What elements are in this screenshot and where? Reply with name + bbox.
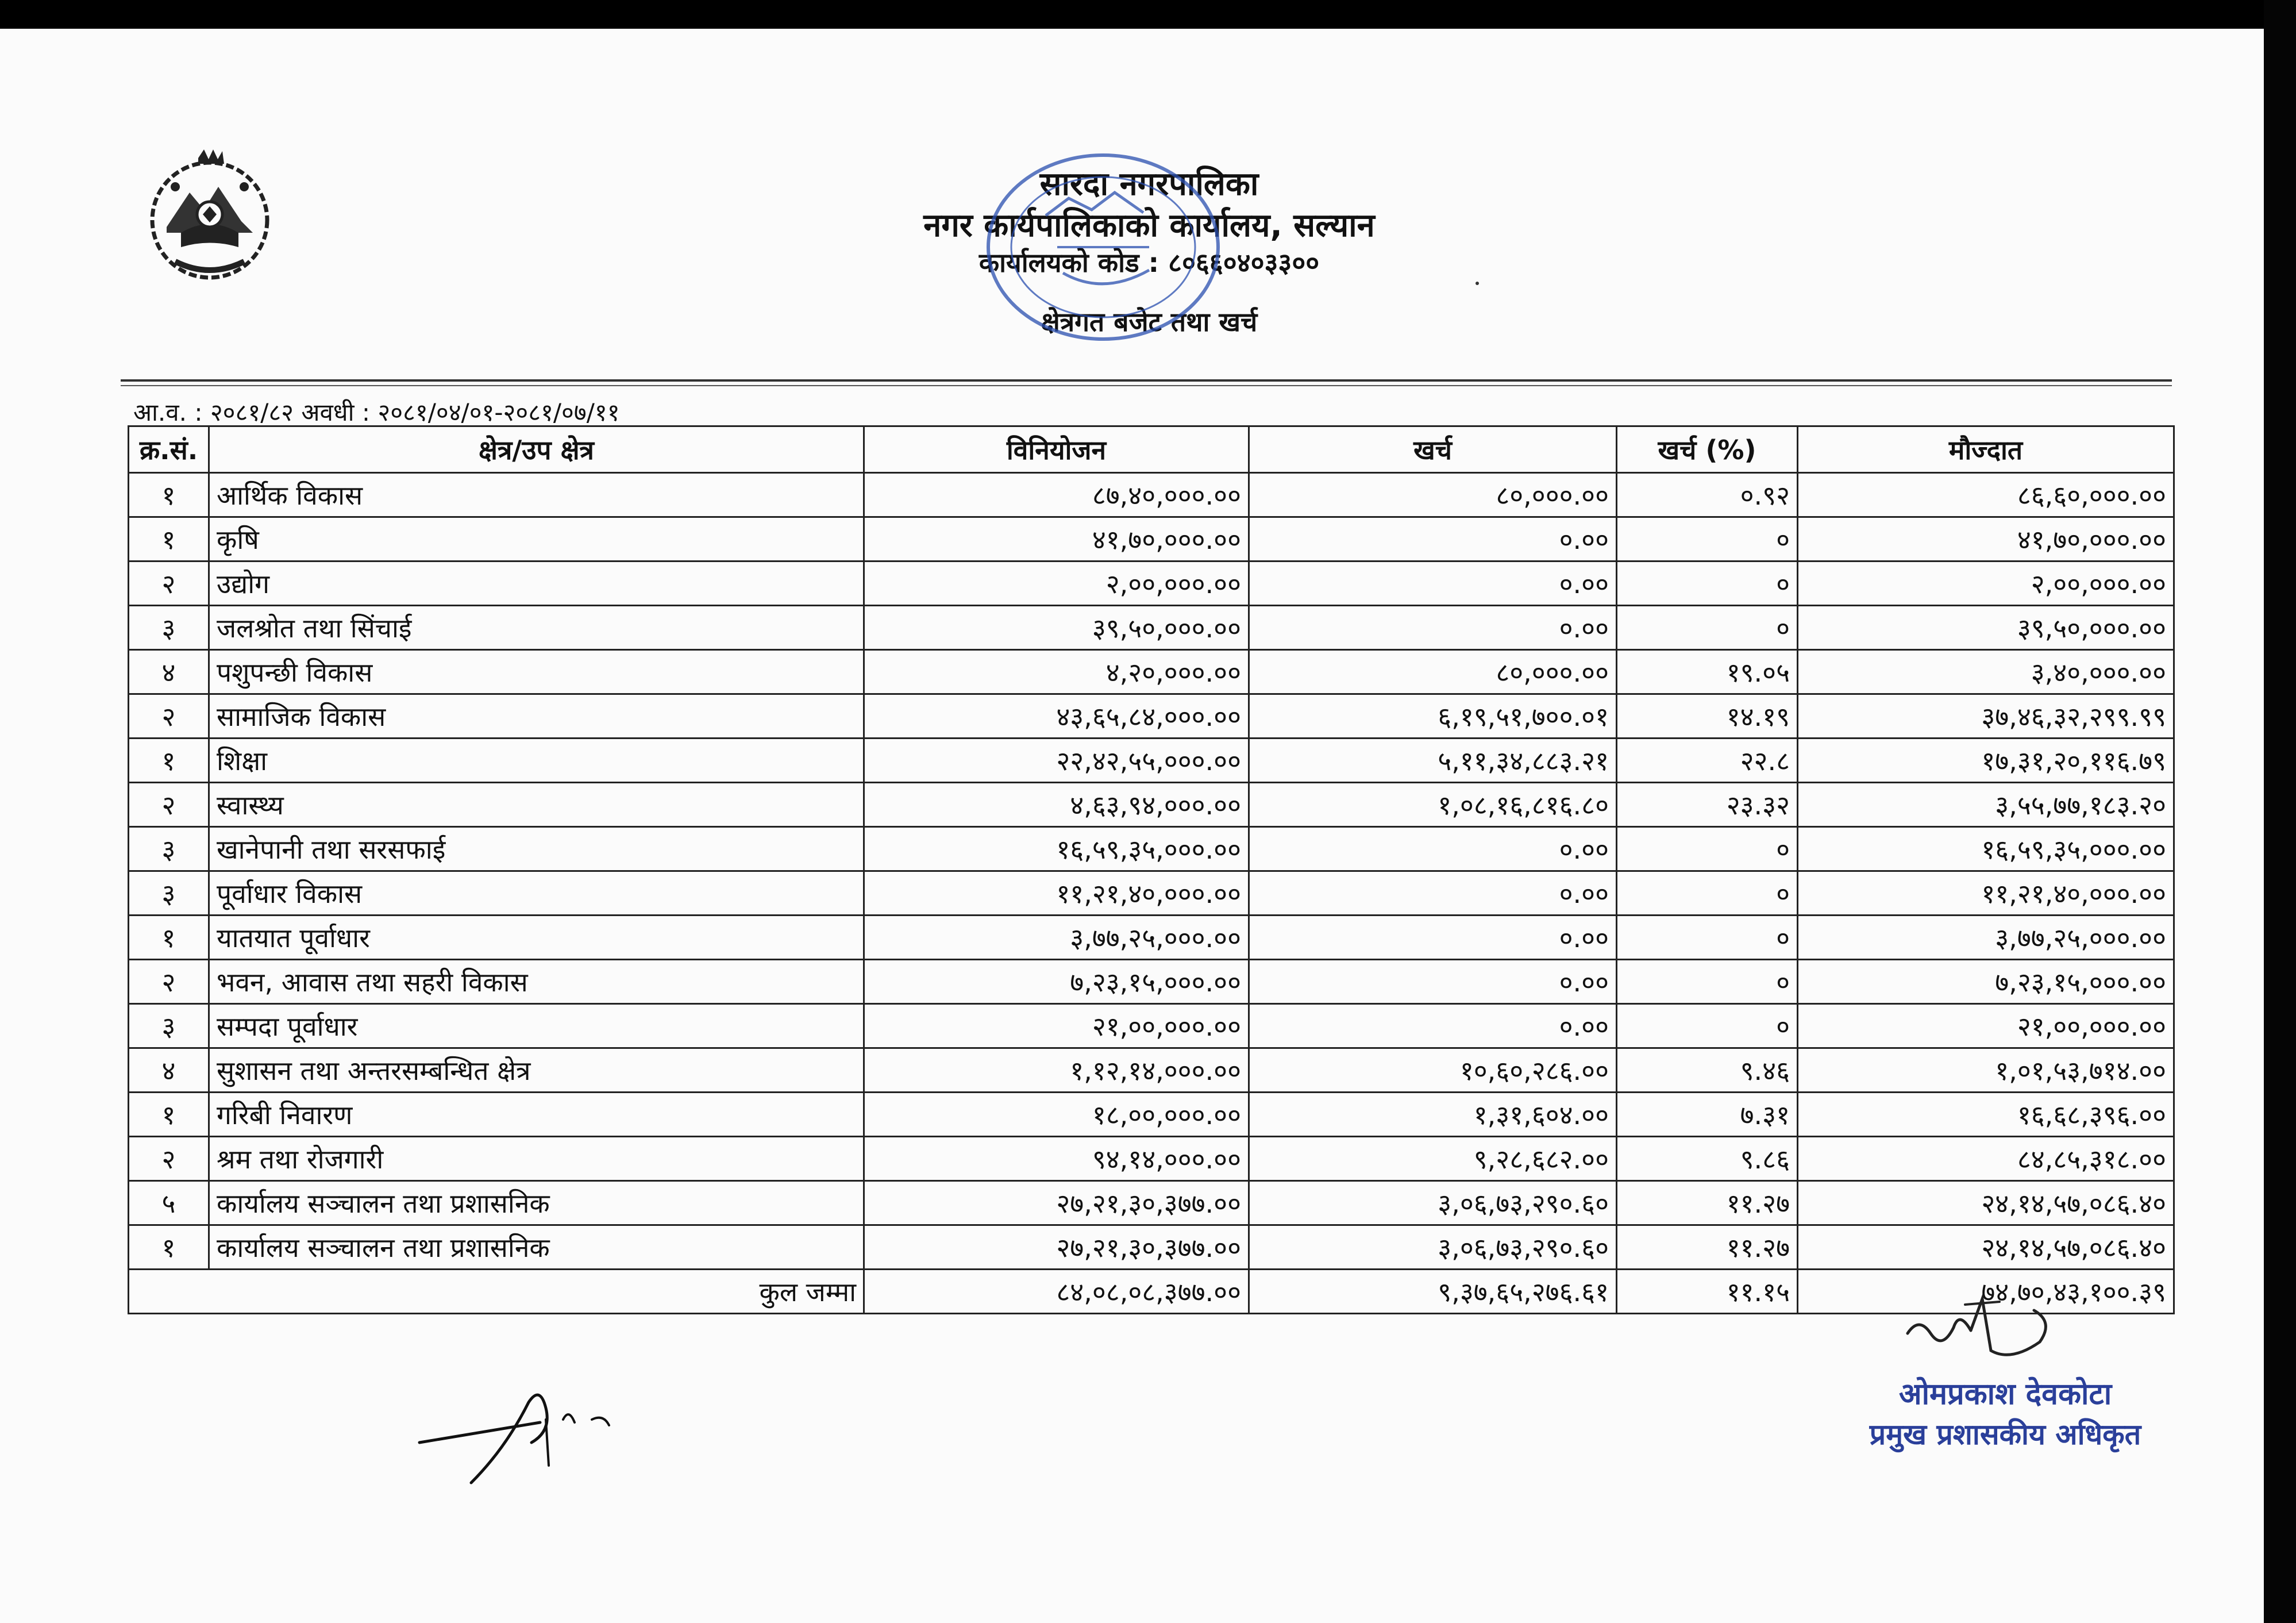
cell-serial: १ <box>129 517 209 561</box>
fiscal-period: आ.व. : २०८१/८२ अवधी : २०८१/०४/०१-२०८१/०७/११ <box>133 398 620 426</box>
cell-sector: पशुपन्छी विकास <box>209 650 864 694</box>
cell-sector: कार्यालय सञ्चालन तथा प्रशासनिक <box>209 1225 864 1270</box>
report-subtitle: क्षेत्रगत बजेट तथा खर्च <box>1041 306 1258 337</box>
cell-percent: ० <box>1617 606 1798 650</box>
cell-expense: ८०,०००.०० <box>1249 473 1617 517</box>
signatory-title: प्रमुख प्रशासकीय अधिकृत <box>1869 1418 2141 1451</box>
cell-percent: २२.८ <box>1617 739 1798 783</box>
cell-balance: ४१,७०,०००.०० <box>1798 517 2174 561</box>
cell-balance: ३,४०,०००.०० <box>1798 650 2174 694</box>
table-row <box>129 1093 2174 1137</box>
header-serial: क्र.सं. <box>129 426 209 473</box>
cell-balance: १७,३१,२०,११६.७९ <box>1798 739 2174 783</box>
table-row <box>129 650 2174 694</box>
cell-allocation: ७,२३,१५,०००.०० <box>864 960 1249 1004</box>
scan-right-border <box>2264 0 2296 1623</box>
scan-top-border <box>0 0 2264 29</box>
cell-allocation: १६,५९,३५,०००.०० <box>864 827 1249 871</box>
cell-sector: स्वास्थ्य <box>209 783 864 827</box>
cell-percent: ० <box>1617 871 1798 916</box>
cell-serial: ४ <box>129 1048 209 1093</box>
header-allocation: विनियोजन <box>864 426 1249 473</box>
cell-percent: ० <box>1617 517 1798 561</box>
cell-percent: ० <box>1617 916 1798 960</box>
cell-balance: १६,५९,३५,०००.०० <box>1798 827 2174 871</box>
cell-balance: ८६,६०,०००.०० <box>1798 473 2174 517</box>
government-emblem-icon <box>141 147 279 287</box>
cell-expense: ९,२८,६८२.०० <box>1249 1137 1617 1181</box>
cell-expense: ८०,०००.०० <box>1249 650 1617 694</box>
total-allocation: ८४,०८,०८,३७७.०० <box>864 1270 1249 1314</box>
cell-expense: १,०८,१६,८१६.८० <box>1249 783 1617 827</box>
table-row <box>129 827 2174 871</box>
cell-sector: सामाजिक विकास <box>209 694 864 739</box>
municipality-name: सारदा नगरपालिका <box>1039 166 1259 203</box>
cell-expense: ०.०० <box>1249 606 1617 650</box>
cell-allocation: २१,००,०००.०० <box>864 1004 1249 1048</box>
cell-allocation: १,१२,१४,०००.०० <box>864 1048 1249 1093</box>
cell-expense: १,३१,६०४.०० <box>1249 1093 1617 1137</box>
table-row <box>129 739 2174 783</box>
office-seal-stamp <box>977 147 1230 348</box>
table-row <box>129 1225 2174 1270</box>
table-row <box>129 606 2174 650</box>
cell-serial: १ <box>129 739 209 783</box>
cell-sector: उद्योग <box>209 561 864 606</box>
cell-serial: ३ <box>129 606 209 650</box>
cell-expense: ०.०० <box>1249 871 1617 916</box>
cell-serial: १ <box>129 473 209 517</box>
cell-allocation: २२,४२,५५,०००.०० <box>864 739 1249 783</box>
cell-percent: ९.४६ <box>1617 1048 1798 1093</box>
cell-expense: ०.०० <box>1249 827 1617 871</box>
cell-expense: ३,०६,७३,२९०.६० <box>1249 1225 1617 1270</box>
cell-sector: जलश्रोत तथा सिंचाई <box>209 606 864 650</box>
signatory-name: ओमप्रकाश देवकोटा <box>1898 1377 2112 1412</box>
cell-expense: ६,१९,५१,७००.०१ <box>1249 694 1617 739</box>
table-row <box>129 1048 2174 1093</box>
cell-expense: ५,११,३४,८८३.२१ <box>1249 739 1617 783</box>
table-row <box>129 517 2174 561</box>
cell-balance: ७,२३,१५,०००.०० <box>1798 960 2174 1004</box>
cell-allocation: ४,२०,०००.०० <box>864 650 1249 694</box>
cell-sector: पूर्वाधार विकास <box>209 871 864 916</box>
cell-serial: २ <box>129 783 209 827</box>
cell-expense: ०.०० <box>1249 1004 1617 1048</box>
table-total-row <box>129 1270 2174 1314</box>
cell-percent: ७.३१ <box>1617 1093 1798 1137</box>
cell-serial: ३ <box>129 1004 209 1048</box>
cell-serial: २ <box>129 1137 209 1181</box>
cell-serial: २ <box>129 694 209 739</box>
cell-balance: १,०१,५३,७१४.०० <box>1798 1048 2174 1093</box>
cell-balance: ३,५५,७७,१८३.२० <box>1798 783 2174 827</box>
total-balance: ७४,७०,४३,१००.३९ <box>1798 1270 2174 1314</box>
cell-serial: ४ <box>129 650 209 694</box>
total-percent: ११.१५ <box>1617 1270 1798 1314</box>
cell-sector: कार्यालय सञ्चालन तथा प्रशासनिक <box>209 1181 864 1225</box>
office-code: कार्यालयको कोड : ८०६६०४०३३०० <box>979 247 1320 278</box>
cell-percent: १९.०५ <box>1617 650 1798 694</box>
cell-sector: आर्थिक विकास <box>209 473 864 517</box>
cell-allocation: २७,२१,३०,३७७.०० <box>864 1225 1249 1270</box>
table-row <box>129 1004 2174 1048</box>
table-row <box>129 1181 2174 1225</box>
cell-allocation: २७,२१,३०,३७७.०० <box>864 1181 1249 1225</box>
cell-serial: २ <box>129 561 209 606</box>
cell-sector: शिक्षा <box>209 739 864 783</box>
table-row <box>129 871 2174 916</box>
cell-percent: ० <box>1617 960 1798 1004</box>
table-header-row <box>129 426 2174 473</box>
cell-allocation: २,००,०००.०० <box>864 561 1249 606</box>
cell-balance: २४,१४,५७,०८६.४० <box>1798 1225 2174 1270</box>
cell-sector: खानेपानी तथा सरसफाई <box>209 827 864 871</box>
cell-balance: २,००,०००.०० <box>1798 561 2174 606</box>
cell-expense: ०.०० <box>1249 561 1617 606</box>
cell-percent: ०.९२ <box>1617 473 1798 517</box>
cell-serial: १ <box>129 1093 209 1137</box>
header-rule-thin <box>121 385 2172 386</box>
table-row <box>129 561 2174 606</box>
cell-percent: ११.२७ <box>1617 1225 1798 1270</box>
cell-sector: गरिबी निवारण <box>209 1093 864 1137</box>
cell-balance: ३७,४६,३२,२९९.९९ <box>1798 694 2174 739</box>
header-expense-percent: खर्च (%) <box>1617 426 1798 473</box>
cell-allocation: १८,००,०००.०० <box>864 1093 1249 1137</box>
cell-percent: ० <box>1617 827 1798 871</box>
header-expense: खर्च <box>1249 426 1617 473</box>
cell-balance: २१,००,०००.०० <box>1798 1004 2174 1048</box>
table-row <box>129 694 2174 739</box>
cell-percent: ० <box>1617 1004 1798 1048</box>
cell-percent: १४.१९ <box>1617 694 1798 739</box>
table-row <box>129 960 2174 1004</box>
cell-serial: ३ <box>129 871 209 916</box>
speck <box>1476 282 1479 285</box>
cell-expense: १०,६०,२८६.०० <box>1249 1048 1617 1093</box>
cell-balance: २४,१४,५७,०८६.४० <box>1798 1181 2174 1225</box>
total-label: कुल जम्मा <box>129 1270 864 1314</box>
cell-balance: १६,६८,३९६.०० <box>1798 1093 2174 1137</box>
cell-balance: ३,७७,२५,०००.०० <box>1798 916 2174 960</box>
cell-expense: ०.०० <box>1249 517 1617 561</box>
cell-expense: ३,०६,७३,२९०.६० <box>1249 1181 1617 1225</box>
cell-expense: ०.०० <box>1249 960 1617 1004</box>
header-sector: क्षेत्र/उप क्षेत्र <box>209 426 864 473</box>
cell-allocation: ३,७७,२५,०००.०० <box>864 916 1249 960</box>
sector-budget-table <box>128 425 2175 1314</box>
handwritten-signature-right <box>1896 1287 2068 1368</box>
cell-serial: ३ <box>129 827 209 871</box>
table-row <box>129 473 2174 517</box>
cell-sector: श्रम तथा रोजगारी <box>209 1137 864 1181</box>
total-expense: ९,३७,६५,२७६.६१ <box>1249 1270 1617 1314</box>
handwritten-signature-left <box>408 1368 661 1500</box>
cell-balance: ११,२१,४०,०००.०० <box>1798 871 2174 916</box>
cell-allocation: ३९,५०,०००.०० <box>864 606 1249 650</box>
header-balance: मौज्दात <box>1798 426 2174 473</box>
cell-allocation: ९४,१४,०००.०० <box>864 1137 1249 1181</box>
cell-serial: १ <box>129 916 209 960</box>
cell-serial: २ <box>129 960 209 1004</box>
cell-balance: ३९,५०,०००.०० <box>1798 606 2174 650</box>
table-row <box>129 1137 2174 1181</box>
cell-percent: २३.३२ <box>1617 783 1798 827</box>
cell-percent: ९.८६ <box>1617 1137 1798 1181</box>
cell-sector: कृषि <box>209 517 864 561</box>
cell-allocation: ११,२१,४०,०००.०० <box>864 871 1249 916</box>
cell-allocation: ४,६३,९४,०००.०० <box>864 783 1249 827</box>
cell-allocation: ४१,७०,०००.०० <box>864 517 1249 561</box>
cell-sector: भवन, आवास तथा सहरी विकास <box>209 960 864 1004</box>
cell-sector: सुशासन तथा अन्तरसम्बन्धित क्षेत्र <box>209 1048 864 1093</box>
table-row <box>129 916 2174 960</box>
cell-sector: सम्पदा पूर्वाधार <box>209 1004 864 1048</box>
header-rule <box>121 379 2172 382</box>
cell-balance: ८४,८५,३१८.०० <box>1798 1137 2174 1181</box>
cell-percent: ० <box>1617 561 1798 606</box>
cell-sector: यातयात पूर्वाधार <box>209 916 864 960</box>
cell-allocation: ४३,६५,८४,०००.०० <box>864 694 1249 739</box>
cell-allocation: ८७,४०,०००.०० <box>864 473 1249 517</box>
cell-expense: ०.०० <box>1249 916 1617 960</box>
table-row <box>129 783 2174 827</box>
cell-serial: ५ <box>129 1181 209 1225</box>
cell-percent: ११.२७ <box>1617 1181 1798 1225</box>
cell-serial: १ <box>129 1225 209 1270</box>
office-name: नगर कार्यपालिकाको कार्यालय, सल्यान <box>923 207 1375 244</box>
